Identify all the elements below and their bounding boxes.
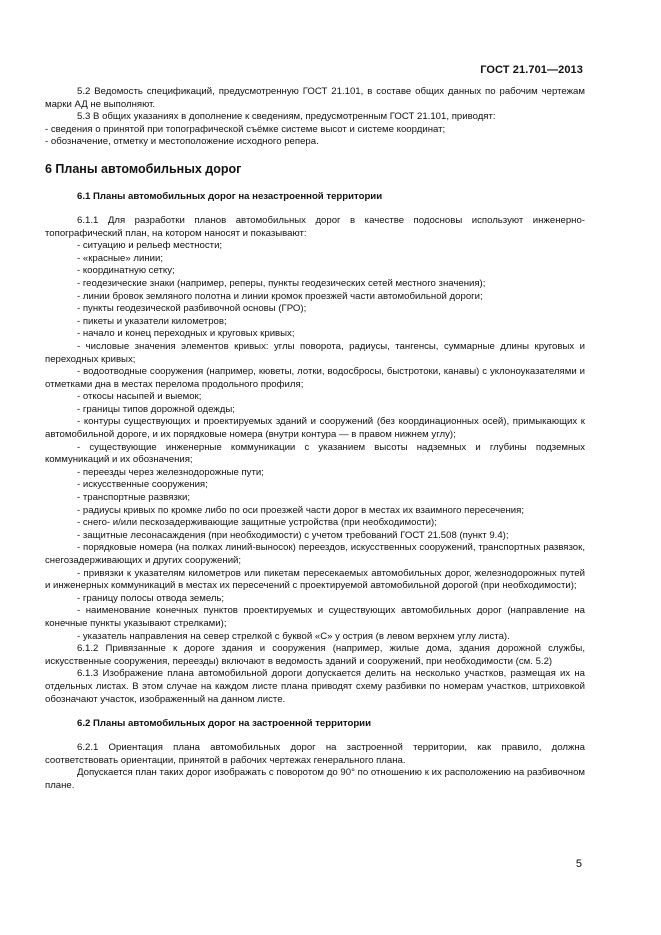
subsection-6-1-heading: 6.1 Планы автомобильных дорог на незастроенной территории [77, 190, 383, 202]
list-item: - ситуацию и рельеф местности; [77, 240, 223, 252]
paragraph-6-2-1: 6.2.1 Ориентация плана автомобильных дорог на застроенной территории, как правило, должна соответствовать ориентации, принятой в рабочих чертежах генерального плана. [45, 742, 585, 766]
list-item: - искусственные сооружения; [77, 479, 208, 491]
list-item: - переезды через железнодорожные пути; [77, 466, 264, 478]
list-item: - числовые значения элементов кривых: углы поворота, радиусы, тангенсы, суммарные длины круговых и переходных кривых; [45, 340, 585, 365]
list-item: - указатель направления на север стрелкой с буквой «С» у острия (в левом верхнем углу листа). [77, 630, 510, 642]
list-item: - «красные» линии; [77, 252, 164, 264]
document-code-header: ГОСТ 21.701—2013 [480, 64, 583, 76]
list-item: - линии бровок земляного полотна и линии кромок проезжей части автомобильной дороги; [77, 290, 483, 302]
document-body [45, 86, 585, 793]
list-item: - наименование конечных пунктов проектируемых и существующих автомобильных дорог (направление на конечные пункты указывают стрелками); [45, 605, 585, 629]
list-item: - водоотводные сооружения (например, кюветы, лотки, водосбросы, быстротоки, канавы) с уклоноуказателями и отметками дна в местах перелома продольного профиля; [45, 366, 585, 390]
list-item: - порядковые номера (на полках линий-выносок) переездов, искусственных сооружений, транспортных развязок, снегозадерживающих и других сооружений; [45, 542, 585, 566]
paragraph-5-3: 5.3 В общих указаниях в дополнение к сведениям, предусмотренным ГОСТ 21.101, приводят: [77, 111, 496, 123]
list-item: - привязки к указателям километров или пикетам пересекаемых автомобильных дорог, железнодорожных путей и инженерных коммуникаций в местах их пересечений с проектируемой автомобильной дорогой (при необходимости); [45, 567, 585, 592]
page-number: 5 [575, 858, 582, 870]
list-item: - границы типов дорожной одежды; [77, 403, 235, 415]
list-item: - откосы насыпей и выемок; [77, 391, 202, 403]
list-item: - существующие инженерные коммуникации с указанием высоты надземных и глубины подземных коммуникаций и их обозначения; [45, 441, 585, 466]
paragraph-5-2: 5.2 Ведомость спецификаций, предусмотренную ГОСТ 21.101, в составе общих данных по рабочим чертежам марки АД не выполняют. [45, 86, 585, 110]
list-item: - пикеты и указатели километров; [77, 315, 227, 327]
paragraph-6-1-3: 6.1.3 Изображение плана автомобильной дороги допускается делить на несколько участков, размещая их на отдельных листах. В этом случае на каждом листе плана приводят схему разбивки по номерам участков, штриховкой обозначают участок, изображенный на данном листе. [45, 668, 585, 705]
list-item: - радиусы кривых по кромке либо по оси проезжей части дорог в местах их взаимного пересечения; [77, 504, 525, 516]
list-item: - защитные лесонасаждения (при необходимости) с учетом требований ГОСТ 21.508 (пункт 9.4); [77, 529, 509, 541]
section-6-heading: 6 Планы автомобильных дорог [45, 161, 242, 176]
paragraph-6-2-2: Допускается план таких дорог изображать с поворотом до 90° по отношению к их расположению на разбивочном плане. [45, 767, 585, 791]
list-item: - границу полосы отвода земель; [77, 592, 225, 604]
list-item: - транспортные развязки; [77, 492, 191, 504]
list-item: - геодезические знаки (например, реперы, пункты геодезических сетей местного значения); [77, 277, 486, 289]
list-item: - контуры существующих и проектируемых зданий и сооружений (без координационных осей), примыкающих к автомобильной дороге, и их порядковые номера (внутри контура — в правом нижнем углу); [45, 416, 585, 441]
paragraph-6-1-1: 6.1.1 Для разработки планов автомобильных дорог в качестве подосновы используют инженерно-топографический план, на котором наносят и показывают: [45, 214, 585, 239]
list-item: - координатную сетку; [77, 265, 175, 277]
subsection-6-2-heading: 6.2 Планы автомобильных дорог на застроенной территории [77, 718, 371, 730]
requirements-list [45, 240, 585, 643]
paragraph-5-3-item: - сведения о принятой при топографической съёмке системе высот и системе координат; [45, 123, 446, 135]
list-item: - снего- и/или пескозадерживающие защитные устройства (при необходимости); [77, 517, 437, 529]
list-item: - начало и конец переходных и круговых кривых; [77, 328, 295, 340]
paragraph-6-1-2: 6.1.2 Привязанные к дороге здания и сооружения (например, жилые дома, здания дорожной службы, искусственные сооружения, переезды) включают в ведомость зданий и сооружений, при необходимости (см. 5.2) [45, 643, 585, 667]
list-item: - пункты геодезической разбивочной основы (ГРО); [77, 303, 307, 315]
paragraph-5-3-item: - обозначение, отметку и местоположение исходного репера. [45, 136, 319, 148]
